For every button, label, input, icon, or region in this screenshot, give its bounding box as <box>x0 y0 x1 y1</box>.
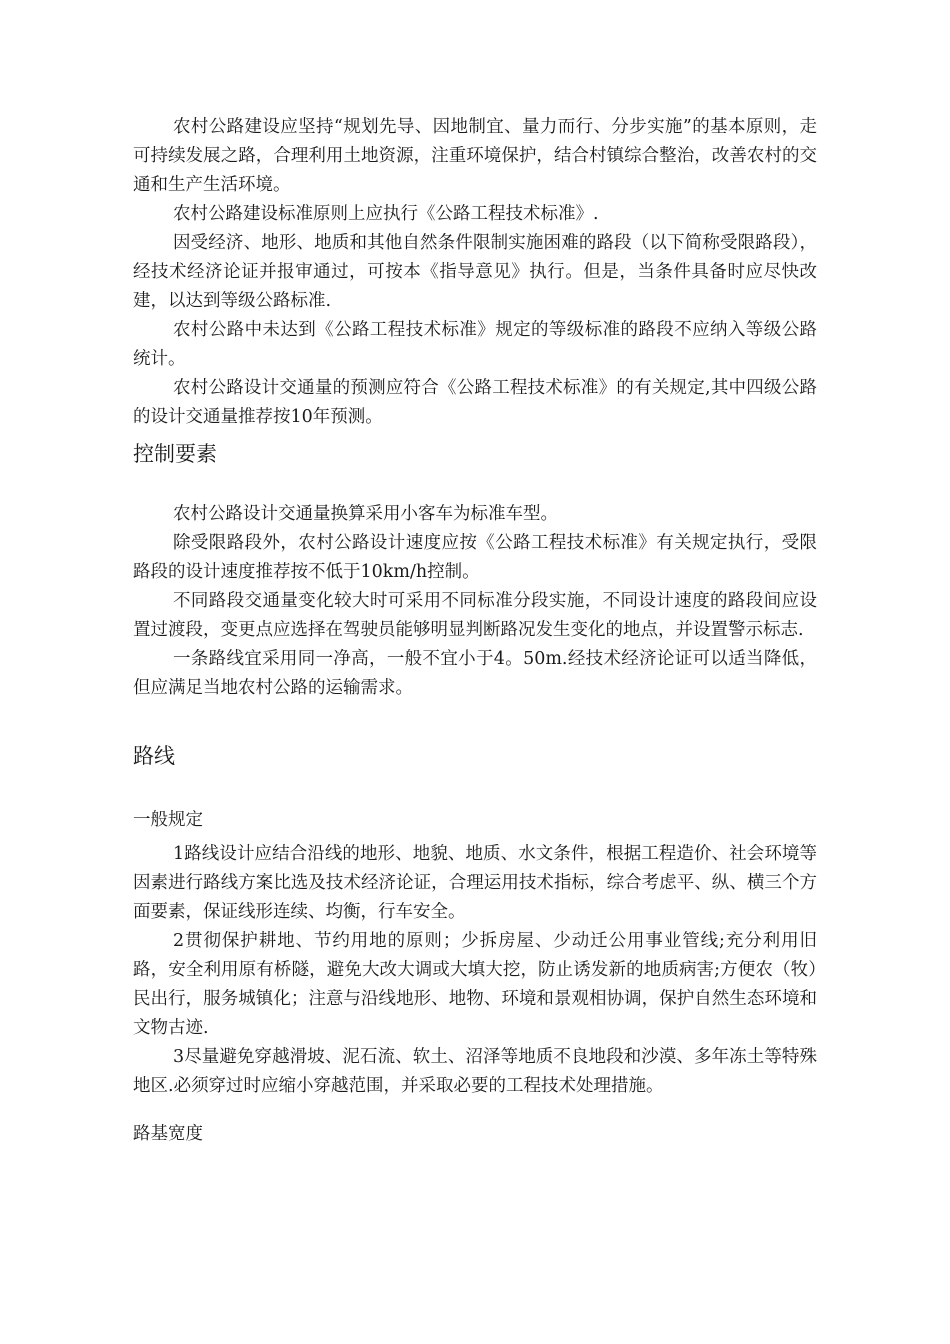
paragraph: 农村公路设计交通量换算采用小客车为标准车型。 <box>173 504 558 524</box>
section-heading-control-elements: 控制要素 <box>133 442 217 466</box>
paragraph: 因受经济、地形、地质和其他自然条件限制实施困难的路段（以下简称受限路段），经技术经济论证并报审通过，可按本《指导意见》执行。但是，当条件具备时应尽快改建，以达到等级公路标准. <box>133 233 817 311</box>
intro-section <box>133 113 817 432</box>
paragraph: 农村公路建设标准原则上应执行《公路工程技术标准》. <box>173 204 599 224</box>
paragraph: 2贯彻保护耕地、节约用地的原则；少拆房屋、少动迁公用事业管线;充分利用旧路，安全利用原有桥隧，避免大改大调或大填大挖，防止诱发新的地质病害;方便农（牧）民出行，服务城镇化；注意与沿线地形、地物、环境和景观相协调，保护自然生态环境和文物古迹. <box>133 931 817 1038</box>
paragraph: 农村公路设计交通量的预测应符合《公路工程技术标准》的有关规定,其中四级公路的设计交通量推荐按10年预测。 <box>133 378 817 427</box>
paragraph: 3尽量避免穿越滑坡、泥石流、软土、沼泽等地质不良地段和沙漠、多年冻土等特殊地区.必须穿过时应缩小穿越范围，并采取必要的工程技术处理措施。 <box>133 1047 817 1096</box>
route-section <box>133 840 817 1101</box>
paragraph: 不同路段交通量变化较大时可采用不同标准分段实施，不同设计速度的路段间应设置过渡段，变更点应选择在驾驶员能够明显判断路况发生变化的地点，并设置警示标志. <box>133 591 817 640</box>
control-elements-section <box>133 500 817 703</box>
paragraph: 除受限路段外，农村公路设计速度应按《公路工程技术标准》有关规定执行，受限路段的设计速度推荐按不低于10km/h控制。 <box>133 533 817 582</box>
paragraph: 农村公路建设应坚持“规划先导、因地制宜、量力而行、分步实施”的基本原则，走可持续发展之路，合理利用土地资源，注重环境保护，结合村镇综合整治，改善农村的交通和生产生活环境。 <box>133 117 817 195</box>
paragraph: 1路线设计应结合沿线的地形、地貌、地质、水文条件，根据工程造价、社会环境等因素进行路线方案比选及技术经济论证，合理运用技术指标，综合考虑平、纵、横三个方面要素，保证线形连续、均衡，行车安全。 <box>133 844 817 922</box>
paragraph: 农村公路中未达到《公路工程技术标准》规定的等级标准的路段不应纳入等级公路统计。 <box>133 320 817 369</box>
section-heading-route: 路线 <box>133 744 175 768</box>
subsection-heading-general-rules: 一般规定 <box>133 810 203 830</box>
paragraph: 一条路线宜采用同一净高，一般不宜小于4。50m.经技术经济论证可以适当降低，但应满足当地农村公路的运输需求。 <box>133 649 817 698</box>
subsection-heading-subgrade-width: 路基宽度 <box>133 1124 203 1144</box>
